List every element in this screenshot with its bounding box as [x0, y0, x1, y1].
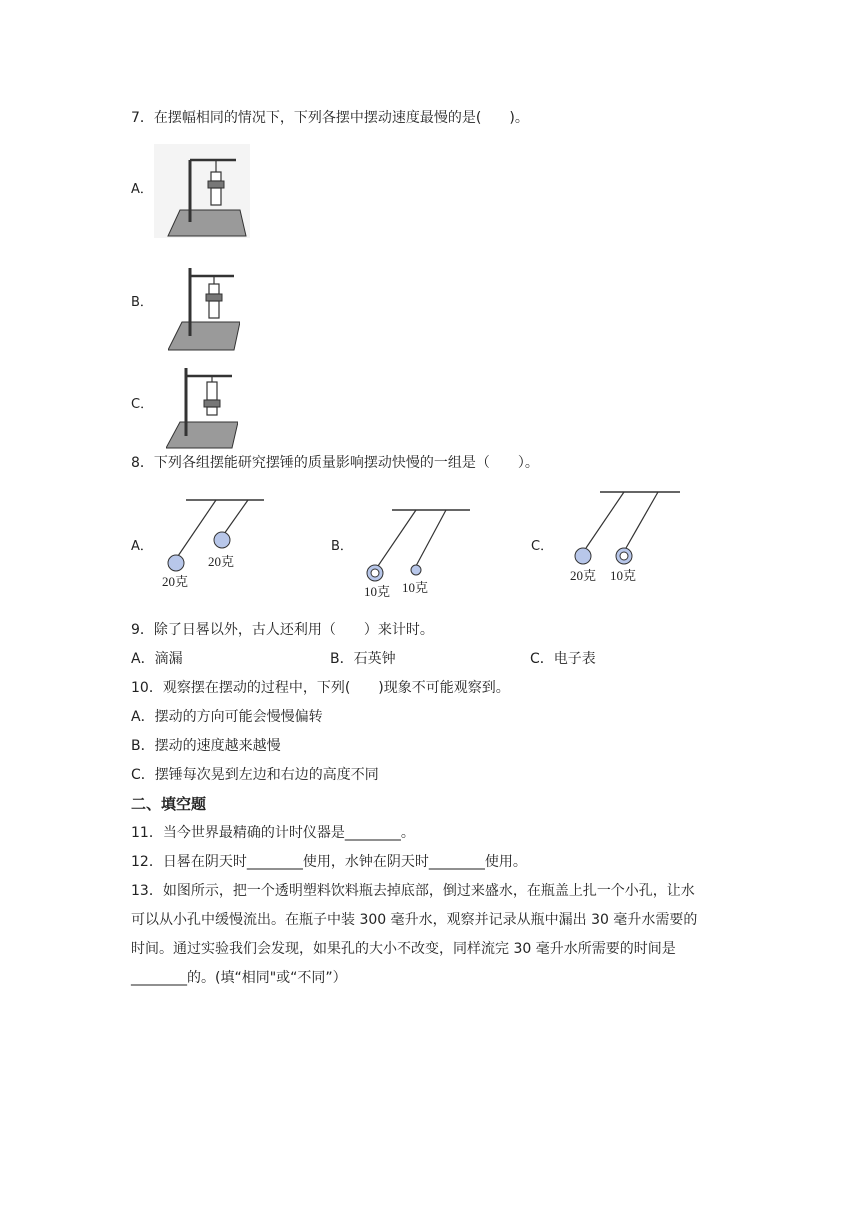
q8-figure-c: [566, 486, 682, 588]
q8-figure-b: [358, 504, 472, 602]
q8a-right-label: 20克: [208, 554, 235, 569]
q13-line-2: 可以从小孔中缓慢流出。在瓶子中装 300 毫升水，观察并记录从瓶中漏出 30 毫升水需要的: [131, 912, 698, 928]
q7-figure-b: [168, 264, 240, 352]
q8a-left-label: 20克: [162, 574, 189, 589]
q7-figure-a: [154, 144, 250, 238]
q9-option-b[interactable]: B．石英钟: [330, 651, 396, 667]
q8c-left-label: 20克: [570, 568, 597, 583]
q10-option-c[interactable]: C．摆锤每次晃到左边和右边的高度不同: [131, 767, 379, 783]
q9-option-a[interactable]: A．滴漏: [131, 651, 183, 667]
q13-line-1: 13．如图所示，把一个透明塑料饮料瓶去掉底部，倒过来盛水，在瓶盖上扎一个小孔，让水: [131, 883, 695, 899]
q13-line-3: 时间。通过实验我们会发现，如果孔的大小不改变，同样流完 30 毫升水所需要的时间是: [131, 941, 676, 957]
q7-option-a-label[interactable]: A．: [131, 182, 153, 197]
q9-option-c[interactable]: C．电子表: [530, 651, 596, 667]
q13-line-4: ________的。(填“相同"或“不同”）: [131, 970, 347, 986]
q7-option-c-label[interactable]: C．: [131, 397, 154, 412]
q8-figure-a: [158, 494, 268, 590]
q8-option-a-label[interactable]: A．: [131, 539, 153, 554]
q8b-left-label: 10克: [364, 584, 391, 599]
q8-text: 8．下列各组摆能研究摆锤的质量影响摆动快慢的一组是（ ）。: [131, 455, 539, 471]
q10-option-b[interactable]: B．摆动的速度越来越慢: [131, 738, 281, 754]
q7-figure-c: [166, 366, 238, 450]
q12-text: 12．日晷在阴天时________使用，水钟在阴天时________使用。: [131, 854, 527, 870]
q8-option-c-label[interactable]: C．: [531, 539, 554, 554]
q7-text: 7．在摆幅相同的情况下，下列各摆中摆动速度最慢的是( )。: [131, 110, 529, 126]
q8b-right-label: 10克: [402, 580, 429, 595]
q9-text: 9．除了日晷以外，古人还利用（ ）来计时。: [131, 622, 434, 638]
q10-option-a[interactable]: A．摆动的方向可能会慢慢偏转: [131, 709, 323, 725]
section-title-fill-in: 二、填空题: [131, 795, 207, 813]
q11-text: 11．当今世界最精确的计时仪器是________。: [131, 825, 415, 841]
q7-option-b-label[interactable]: B．: [131, 295, 153, 310]
q10-text: 10．观察摆在摆动的过程中，下列( )现象不可能观察到。: [131, 680, 510, 696]
q8-option-b-label[interactable]: B．: [331, 539, 353, 554]
q8c-right-label: 10克: [610, 568, 637, 583]
